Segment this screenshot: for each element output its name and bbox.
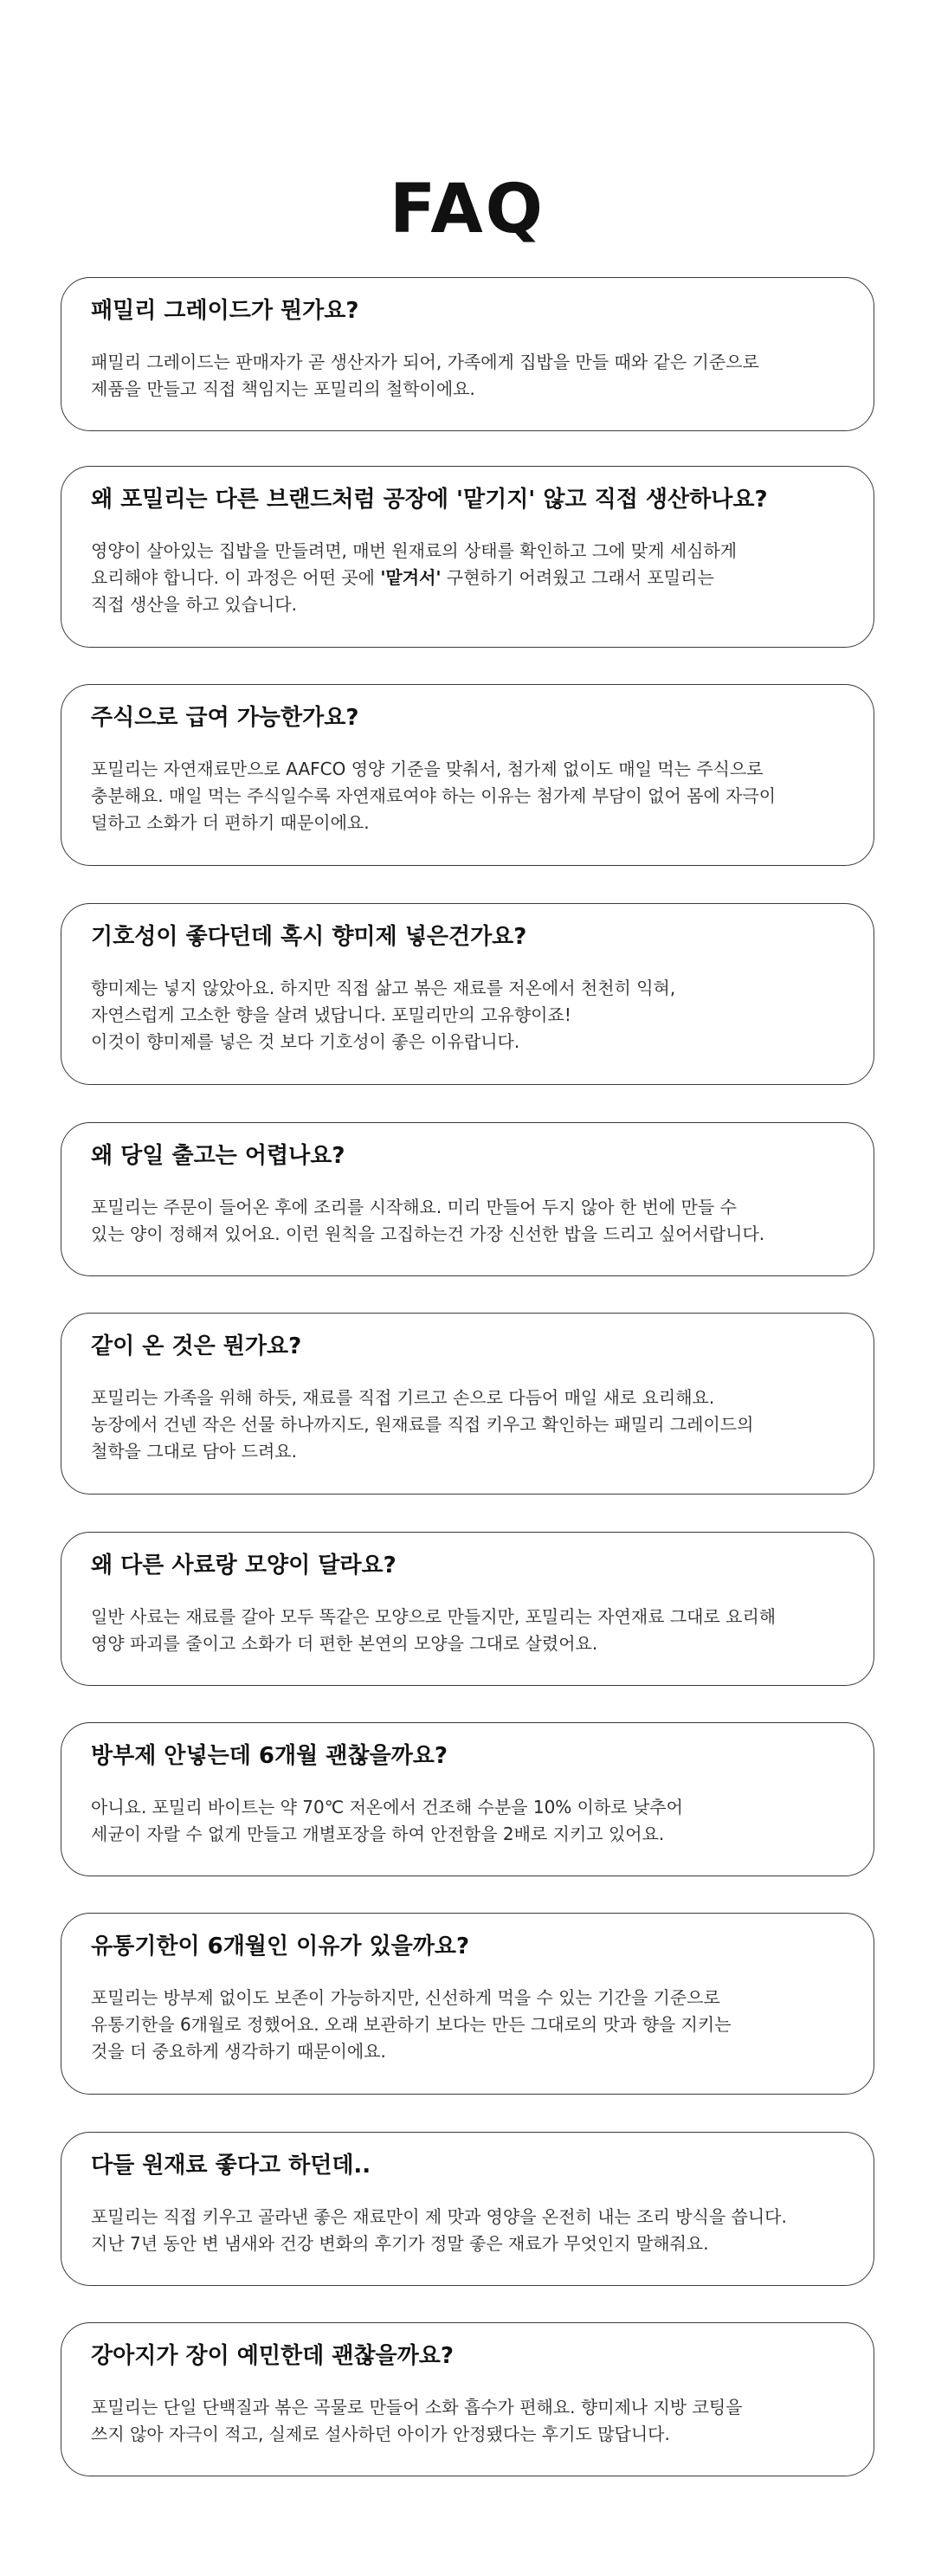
- faq-answer: [91, 349, 848, 403]
- faq-answer-line: 있는 양이 정해져 있어요. 이런 원칙을 고집하는건 가장 신선한 밥을 드리고 싶어서랍니다.: [91, 1223, 765, 1244]
- faq-question: 왜 다른 사료랑 모양이 달라요?: [91, 1553, 397, 1579]
- faq-answer-line: 농장에서 건넨 작은 선물 하나까지도, 원재료를 직접 키우고 확인하는 패밀리 그레이드의: [91, 1414, 754, 1435]
- faq-answer: [91, 1604, 848, 1657]
- faq-answer-line: 포밀리는 자연재료만으로 AAFCO 영양 기준을 맞춰서, 첨가제 없이도 매일 먹는 주식으로: [91, 759, 764, 779]
- faq-answer-line: 덜하고 소화가 더 편하기 때문이에요.: [91, 812, 370, 833]
- faq-answer-line: 유통기한을 6개월로 정했어요. 오래 보관하기 보다는 만든 그대로의 맛과 향을 지키는: [91, 2014, 732, 2035]
- faq-answer-line: 향미제는 넣지 않았아요. 하지만 직접 삶고 볶은 재료를 저온에서 천천히 익혀,: [91, 978, 676, 998]
- faq-answer-line: 영양이 살아있는 집밥을 만들려면, 매번 원재료의 상태를 확인하고 그에 맞게 세심하게: [91, 540, 738, 561]
- faq-item-sensitive-stomach[interactable]: [61, 2322, 874, 2476]
- faq-answer-line: 포밀리는 직접 키우고 골라낸 좋은 재료만이 제 맛과 영양을 온전히 내는 조리 방식을 씁니다.: [91, 2206, 787, 2227]
- faq-answer-line: 이것이 향미제를 넣은 것 보다 기호성이 좋은 이유랍니다.: [91, 1031, 520, 1052]
- faq-item-same-day-shipping[interactable]: [61, 1122, 874, 1276]
- faq-answer-line: 아니요. 포밀리 바이트는 약 70℃ 저온에서 건조해 수분을 10% 이하로 낮추어: [91, 1797, 683, 1817]
- faq-answer-line: 포밀리는 주문이 들어온 후에 조리를 시작해요. 미리 만들어 두지 않아 한 번에 만들 수: [91, 1197, 737, 1217]
- faq-answer: [91, 1194, 848, 1248]
- faq-question: 유통기한이 6개월인 이유가 있을까요?: [91, 1934, 470, 1959]
- faq-answer: [91, 538, 848, 618]
- faq-answer-line: [91, 565, 848, 591]
- faq-answer: [91, 2204, 848, 2257]
- faq-answer-emphasis: '맡겨서': [380, 567, 442, 588]
- faq-item-palatability[interactable]: [61, 903, 874, 1085]
- faq-item-kibble-shape[interactable]: [61, 1532, 874, 1686]
- faq-answer: [91, 1794, 848, 1848]
- faq-answer-line: 영양 파괴를 줄이고 소화가 더 편한 본연의 모양을 그대로 살렸어요.: [91, 1633, 598, 1654]
- faq-answer-line: 일반 사료는 재료를 갈아 모두 똑같은 모양으로 만들지만, 포밀리는 자연재료 그대로 요리해: [91, 1606, 777, 1627]
- faq-answer-line: 제품을 만들고 직접 책임지는 포밀리의 철학이에요.: [91, 378, 475, 399]
- faq-answer-line: 자연스럽게 고소한 향을 살려 냈답니다. 포밀리만의 고유향이죠!: [91, 1004, 571, 1025]
- faq-answer: [91, 756, 848, 836]
- faq-answer: [91, 1985, 848, 2065]
- page-title: FAQ: [389, 171, 545, 249]
- faq-answer-line: 세균이 자랄 수 없게 만들고 개별포장을 하여 안전함을 2배로 지키고 있어요.: [91, 1824, 665, 1844]
- faq-answer: [91, 2394, 848, 2448]
- faq-answer: [91, 975, 848, 1056]
- faq-answer-line: 것을 더 중요하게 생각하기 때문이에요.: [91, 2041, 386, 2062]
- faq-answer: [91, 1385, 848, 1465]
- faq-item-preservatives[interactable]: [61, 1722, 874, 1876]
- faq-question: 패밀리 그레이드가 뭔가요?: [91, 298, 359, 324]
- faq-item-main-food[interactable]: [61, 684, 874, 866]
- faq-question: 방부제 안넣는데 6개월 괜찮을까요?: [91, 1743, 448, 1769]
- faq-item-family-grade[interactable]: [61, 277, 874, 431]
- faq-answer-line: 포밀리는 방부제 없이도 보존이 가능하지만, 신선하게 먹을 수 있는 기간을 기준으로: [91, 1987, 720, 2008]
- faq-question: 강아지가 장이 예민한데 괜찮을까요?: [91, 2343, 454, 2369]
- faq-answer-line: 지난 7년 동안 변 냄새와 건강 변화의 후기가 정말 좋은 재료가 무엇인지 말해줘요.: [91, 2233, 709, 2254]
- faq-answer-line: 패밀리 그레이드는 판매자가 곧 생산자가 되어, 가족에게 집밥을 만들 때와 같은 기준으로: [91, 352, 759, 372]
- faq-question: 왜 포밀리는 다른 브랜드처럼 공장에 '맡기지' 않고 직접 생산하나요?: [91, 487, 768, 513]
- faq-question: 왜 당일 출고는 어렵나요?: [91, 1143, 345, 1169]
- faq-item-ingredients[interactable]: [61, 2132, 874, 2286]
- faq-answer-line: 철학을 그대로 담아 드려요.: [91, 1441, 297, 1462]
- faq-item-shelf-life[interactable]: [61, 1913, 874, 2095]
- faq-item-direct-production[interactable]: [61, 466, 874, 648]
- faq-answer-text: 구현하기 어려웠고 그래서 포밀리는: [441, 567, 714, 588]
- faq-question: 같이 온 것은 뭔가요?: [91, 1333, 302, 1359]
- faq-answer-line: 직접 생산을 하고 있습니다.: [91, 594, 297, 615]
- faq-answer-line: 포밀리는 단일 단백질과 볶은 곡물로 만들어 소화 흡수가 편해요. 향미제나 지방 코팅을: [91, 2397, 743, 2418]
- faq-question: 기호성이 좋다던데 혹시 향미제 넣은건가요?: [91, 924, 527, 950]
- faq-answer-line: 포밀리는 가족을 위해 하듯, 재료를 직접 기르고 손으로 다듬어 매일 새로 요리해요.: [91, 1387, 715, 1408]
- faq-answer-text: 요리해야 합니다. 이 과정은 어떤 곳에: [91, 567, 381, 588]
- faq-question: 주식으로 급여 가능한가요?: [91, 705, 359, 731]
- faq-answer-line: 쓰지 않아 자극이 적고, 실제로 설사하던 아이가 안정됐다는 후기도 많답니다.: [91, 2424, 670, 2444]
- faq-item-included-gift[interactable]: [61, 1313, 874, 1495]
- faq-answer-line: 충분해요. 매일 먹는 주식일수록 자연재료여야 하는 이유는 첨가제 부담이 없어 몸에 자극이: [91, 785, 777, 806]
- faq-question: 다들 원재료 좋다고 하던데..: [91, 2153, 371, 2179]
